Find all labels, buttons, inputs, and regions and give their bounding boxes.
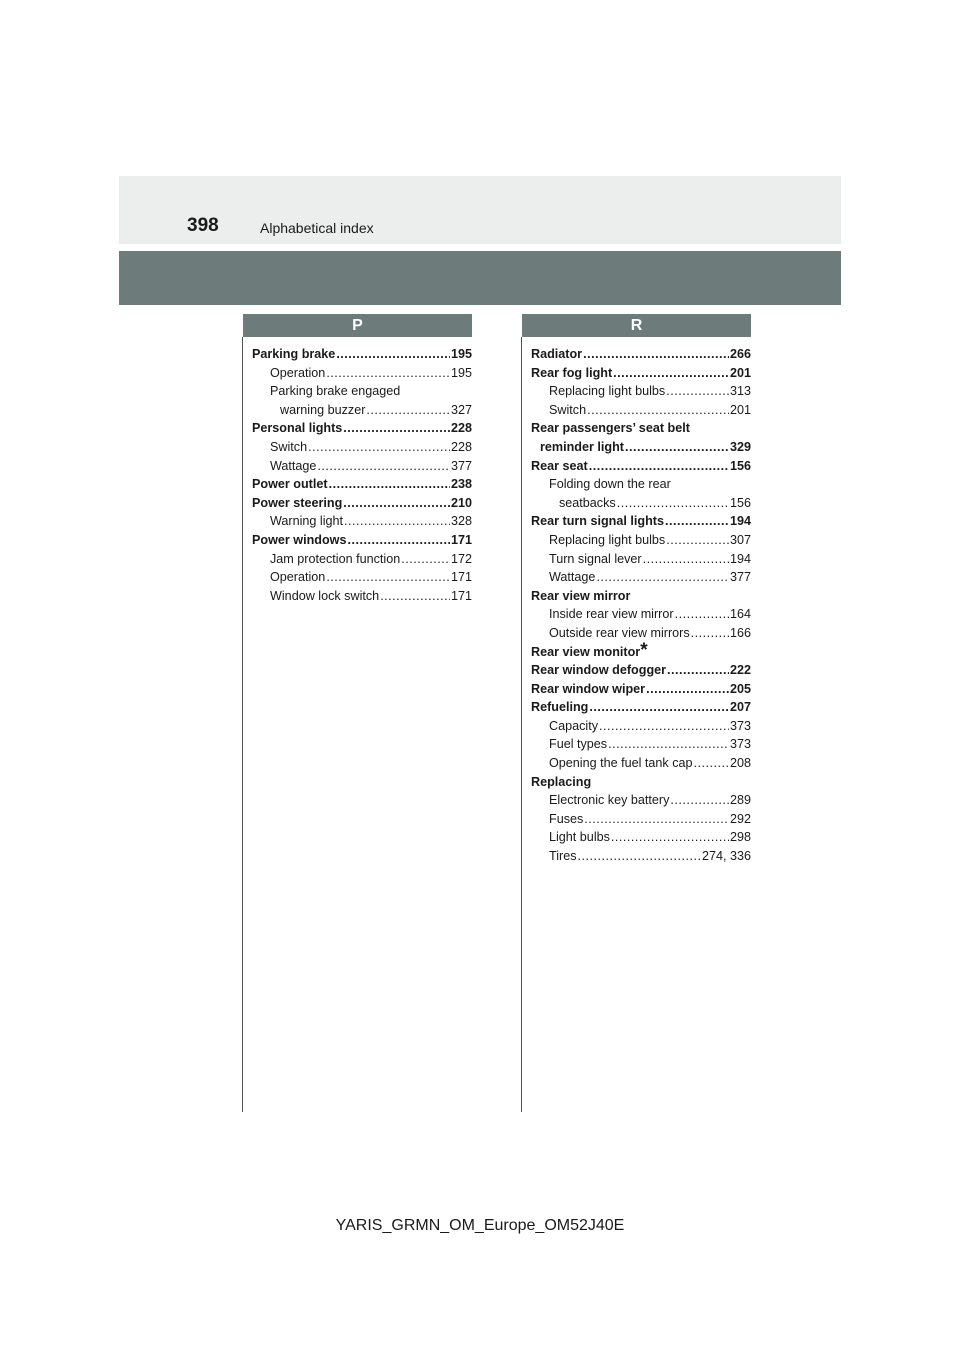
index-entry bbox=[243, 512, 472, 531]
index-entry bbox=[243, 587, 472, 606]
index-entry bbox=[243, 494, 472, 513]
index-entry bbox=[522, 735, 751, 754]
index-entry-page: 171 bbox=[450, 588, 472, 603]
index-entry-label: Replacing bbox=[531, 774, 592, 789]
index-entry bbox=[522, 587, 751, 606]
index-entry-label: Wattage bbox=[270, 458, 317, 473]
index-entry-label: Refueling bbox=[531, 700, 589, 715]
index-entry bbox=[243, 568, 472, 587]
letter-heading-r: R bbox=[522, 314, 751, 337]
dot-leader bbox=[347, 531, 450, 550]
dot-leader bbox=[583, 345, 729, 364]
index-entry bbox=[522, 419, 751, 438]
index-entry-label: Rear window wiper bbox=[531, 681, 646, 696]
index-entry-page: 289 bbox=[729, 793, 751, 808]
index-entry bbox=[522, 605, 751, 624]
index-entry bbox=[522, 847, 751, 866]
index-entry-label: Rear view monitor bbox=[531, 644, 641, 659]
dot-leader bbox=[308, 438, 450, 457]
index-entry bbox=[522, 698, 751, 717]
index-entry-label: Replacing light bulbs bbox=[549, 532, 666, 547]
index-entry bbox=[243, 438, 472, 457]
index-entry-page: 201 bbox=[729, 402, 751, 417]
index-entry-page: 156 bbox=[729, 458, 751, 473]
index-entry-page: 194 bbox=[729, 551, 751, 566]
index-entry-label: Wattage bbox=[549, 570, 596, 585]
dot-leader bbox=[326, 568, 450, 587]
index-entry-page: 164 bbox=[729, 607, 751, 622]
index-entry-label: Opening the fuel tank cap bbox=[549, 756, 693, 771]
index-entry: Rear view monitor * bbox=[531, 639, 648, 661]
index-entry-page: 156 bbox=[729, 495, 751, 510]
page-number: 398 bbox=[187, 215, 219, 236]
index-entry bbox=[522, 661, 751, 680]
index-entry-label: Switch bbox=[270, 439, 308, 454]
index-entry-page: 205 bbox=[729, 681, 751, 696]
index-entry-label: Power steering bbox=[252, 495, 343, 510]
dot-leader bbox=[691, 624, 729, 643]
dot-leader bbox=[611, 828, 729, 847]
letter-heading-p: P bbox=[243, 314, 472, 337]
index-entry bbox=[243, 419, 472, 438]
index-entry bbox=[522, 401, 751, 420]
index-entry-page: 171 bbox=[450, 532, 472, 547]
index-entry-page: 228 bbox=[450, 421, 472, 436]
index-entry bbox=[243, 401, 472, 420]
index-entry bbox=[522, 680, 751, 699]
index-entry-page: 210 bbox=[450, 495, 472, 510]
index-entry-page: 307 bbox=[729, 532, 751, 547]
dot-leader bbox=[380, 587, 450, 606]
index-entry bbox=[522, 624, 751, 643]
index-entries-r bbox=[522, 345, 751, 866]
index-entry-label: warning buzzer bbox=[280, 402, 366, 417]
index-entry bbox=[522, 568, 751, 587]
dot-leader bbox=[599, 717, 729, 736]
index-entry-label: Radiator bbox=[531, 347, 583, 361]
index-entry-label: Tires bbox=[549, 849, 577, 864]
index-entry-page: 195 bbox=[450, 347, 472, 361]
index-entry-label: Outside rear view mirrors bbox=[549, 625, 690, 640]
dot-leader bbox=[329, 475, 450, 494]
index-entry-label: Parking brake engaged bbox=[270, 384, 401, 399]
index-entry-page: 292 bbox=[729, 811, 751, 826]
index-entry-label: Warning light bbox=[270, 514, 344, 529]
index-entry-label: Rear window defogger bbox=[531, 663, 667, 678]
index-entry-label: Operation bbox=[270, 365, 326, 380]
dot-leader bbox=[587, 401, 729, 420]
index-entry-label: Power windows bbox=[252, 532, 347, 547]
index-entry bbox=[243, 550, 472, 569]
index-entry-page: 328 bbox=[450, 514, 472, 529]
section-title: Alphabetical index bbox=[260, 220, 374, 236]
index-column-p bbox=[243, 314, 472, 605]
index-entry-page: 274, 336 bbox=[701, 849, 751, 864]
index-entry-page: 201 bbox=[729, 365, 751, 380]
dot-leader bbox=[666, 382, 729, 401]
index-entry-label: Rear seat bbox=[531, 458, 588, 473]
dot-leader bbox=[670, 791, 729, 810]
dot-leader bbox=[578, 847, 701, 866]
dot-leader bbox=[344, 512, 450, 531]
index-entry-page: 172 bbox=[450, 551, 472, 566]
dot-leader bbox=[643, 550, 729, 569]
index-entry-label: Rear view mirror bbox=[531, 588, 631, 603]
index-entry-label: Operation bbox=[270, 570, 326, 585]
index-entry bbox=[522, 717, 751, 736]
index-entry-page: 377 bbox=[729, 570, 751, 585]
index-entry-label: Replacing light bulbs bbox=[549, 384, 666, 399]
index-entry-label: Switch bbox=[549, 402, 587, 417]
index-entry-label: Folding down the rear bbox=[549, 477, 671, 492]
dot-leader bbox=[589, 457, 729, 476]
dot-leader bbox=[666, 531, 729, 550]
index-entry-page: 222 bbox=[729, 663, 751, 678]
index-entry-label: Jam protection function bbox=[270, 551, 401, 566]
index-entry-page: 266 bbox=[729, 347, 751, 361]
index-entry-label: Rear turn signal lights bbox=[531, 514, 664, 529]
header-band bbox=[119, 176, 841, 244]
index-entry-page: 327 bbox=[450, 402, 472, 417]
dot-leader bbox=[317, 457, 450, 476]
index-entry bbox=[243, 345, 472, 364]
index-entry-page: 194 bbox=[729, 514, 751, 529]
dot-leader bbox=[613, 364, 729, 383]
index-entry-label: Parking brake bbox=[252, 347, 336, 361]
dot-leader bbox=[596, 568, 729, 587]
index-entry-label: Capacity bbox=[549, 718, 598, 733]
index-entry-label: Turn signal lever bbox=[549, 551, 642, 566]
dot-leader bbox=[665, 512, 729, 531]
index-entry-page: 373 bbox=[729, 737, 751, 752]
index-entry bbox=[522, 773, 751, 792]
index-entries-p bbox=[243, 345, 472, 605]
dot-leader bbox=[608, 735, 729, 754]
dot-leader bbox=[343, 494, 450, 513]
index-entry bbox=[522, 438, 751, 457]
dot-leader bbox=[326, 364, 450, 383]
index-entry-page: 171 bbox=[450, 570, 472, 585]
index-entry-label: Fuel types bbox=[549, 737, 608, 752]
index-entry bbox=[243, 457, 472, 476]
index-entry bbox=[522, 345, 751, 364]
index-entry bbox=[243, 475, 472, 494]
index-entry-page: 329 bbox=[729, 439, 751, 454]
index-entry-page: 313 bbox=[729, 384, 751, 399]
index-entry-page: 228 bbox=[450, 439, 472, 454]
index-entry bbox=[522, 531, 751, 550]
header-dark-band bbox=[119, 251, 841, 305]
index-entry-page: 208 bbox=[729, 756, 751, 771]
index-entry bbox=[522, 382, 751, 401]
dot-leader bbox=[589, 698, 729, 717]
document-id-footer: YARIS_GRMN_OM_Europe_OM52J40E bbox=[335, 1217, 625, 1234]
index-entry bbox=[522, 512, 751, 531]
index-entry bbox=[243, 382, 472, 401]
index-entry bbox=[522, 754, 751, 773]
index-entry-label: Rear passengers’ seat belt bbox=[531, 421, 690, 436]
dot-leader bbox=[617, 494, 729, 513]
index-entry bbox=[522, 550, 751, 569]
index-entry bbox=[522, 791, 751, 810]
index-entry bbox=[243, 364, 472, 383]
index-entry-label: seatbacks bbox=[559, 495, 616, 510]
index-entry bbox=[522, 810, 751, 829]
dot-leader bbox=[336, 345, 450, 364]
index-entry-label: Fuses bbox=[549, 811, 584, 826]
index-entry bbox=[522, 457, 751, 476]
index-entry-page: 166 bbox=[729, 625, 751, 640]
index-entry bbox=[522, 828, 751, 847]
index-entry-page: 373 bbox=[729, 718, 751, 733]
index-entry bbox=[522, 475, 751, 494]
dot-leader bbox=[366, 401, 450, 420]
index-entry-label: Power outlet bbox=[252, 477, 328, 492]
dot-leader bbox=[401, 550, 450, 569]
index-entry-label: Electronic key battery bbox=[549, 793, 670, 808]
dot-leader bbox=[343, 419, 450, 438]
index-entry-label: Rear fog light bbox=[531, 365, 613, 380]
dot-leader bbox=[584, 810, 729, 829]
index-entry bbox=[243, 531, 472, 550]
dot-leader bbox=[694, 754, 729, 773]
index-column-r bbox=[522, 314, 751, 866]
dot-leader bbox=[625, 438, 729, 457]
index-entry-label: Inside rear view mirror bbox=[549, 607, 674, 622]
index-entry-label: Light bulbs bbox=[549, 830, 610, 845]
index-entry-page: 377 bbox=[450, 458, 472, 473]
index-entry bbox=[522, 364, 751, 383]
index-entry-page: 238 bbox=[450, 477, 472, 492]
dot-leader bbox=[667, 661, 729, 680]
index-entry bbox=[522, 494, 751, 513]
index-entry-page: 298 bbox=[729, 830, 751, 845]
index-entry-label: reminder light bbox=[540, 439, 624, 454]
index-entry-page: 207 bbox=[729, 700, 751, 715]
index-entry-page: 195 bbox=[450, 365, 472, 380]
index-entry-label: Window lock switch bbox=[270, 588, 380, 603]
dot-leader bbox=[675, 605, 729, 624]
dot-leader bbox=[646, 680, 729, 699]
index-entry-label: Personal lights bbox=[252, 421, 343, 436]
